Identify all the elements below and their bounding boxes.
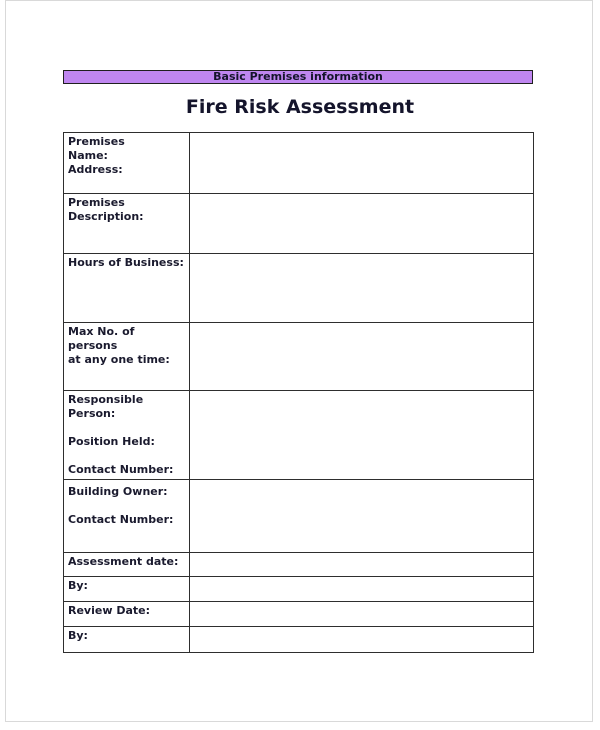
max-persons-field[interactable] (190, 323, 534, 391)
review-date-label: Review Date: (64, 602, 190, 627)
assessment-date-field[interactable] (190, 553, 534, 577)
premises-description-field[interactable] (190, 194, 534, 254)
section-banner (63, 70, 533, 84)
premises-name-address-label: Premises Name: Address: (64, 133, 190, 194)
row-premises-description (64, 194, 534, 254)
assessment-by-field[interactable] (190, 577, 534, 602)
row-max-persons (64, 323, 534, 391)
page-title: Fire Risk Assessment (185, 96, 415, 118)
row-premises-name-address (64, 133, 534, 194)
row-review-date (64, 602, 534, 627)
assessment-date-label: Assessment date: (64, 553, 190, 577)
premises-info-table (63, 132, 534, 653)
row-responsible-person (64, 391, 534, 480)
building-owner-field[interactable] (190, 480, 534, 553)
responsible-person-field[interactable] (190, 391, 534, 480)
hours-of-business-label: Hours of Business: (64, 254, 190, 323)
row-hours-of-business (64, 254, 534, 323)
responsible-person-label: Responsible Person: Position Held: Contact Number: (64, 391, 190, 480)
premises-name-address-field[interactable] (190, 133, 534, 194)
row-assessment-by (64, 577, 534, 602)
assessment-by-label: By: (64, 577, 190, 602)
max-persons-label: Max No. of persons at any one time: (64, 323, 190, 391)
section-banner-label: Basic Premises information (213, 70, 383, 83)
row-assessment-date (64, 553, 534, 577)
premises-description-label: Premises Description: (64, 194, 190, 254)
hours-of-business-field[interactable] (190, 254, 534, 323)
row-review-by (64, 627, 534, 653)
review-by-label: By: (64, 627, 190, 653)
building-owner-label: Building Owner: Contact Number: (64, 480, 190, 553)
review-by-field[interactable] (190, 627, 534, 653)
row-building-owner (64, 480, 534, 553)
review-date-field[interactable] (190, 602, 534, 627)
